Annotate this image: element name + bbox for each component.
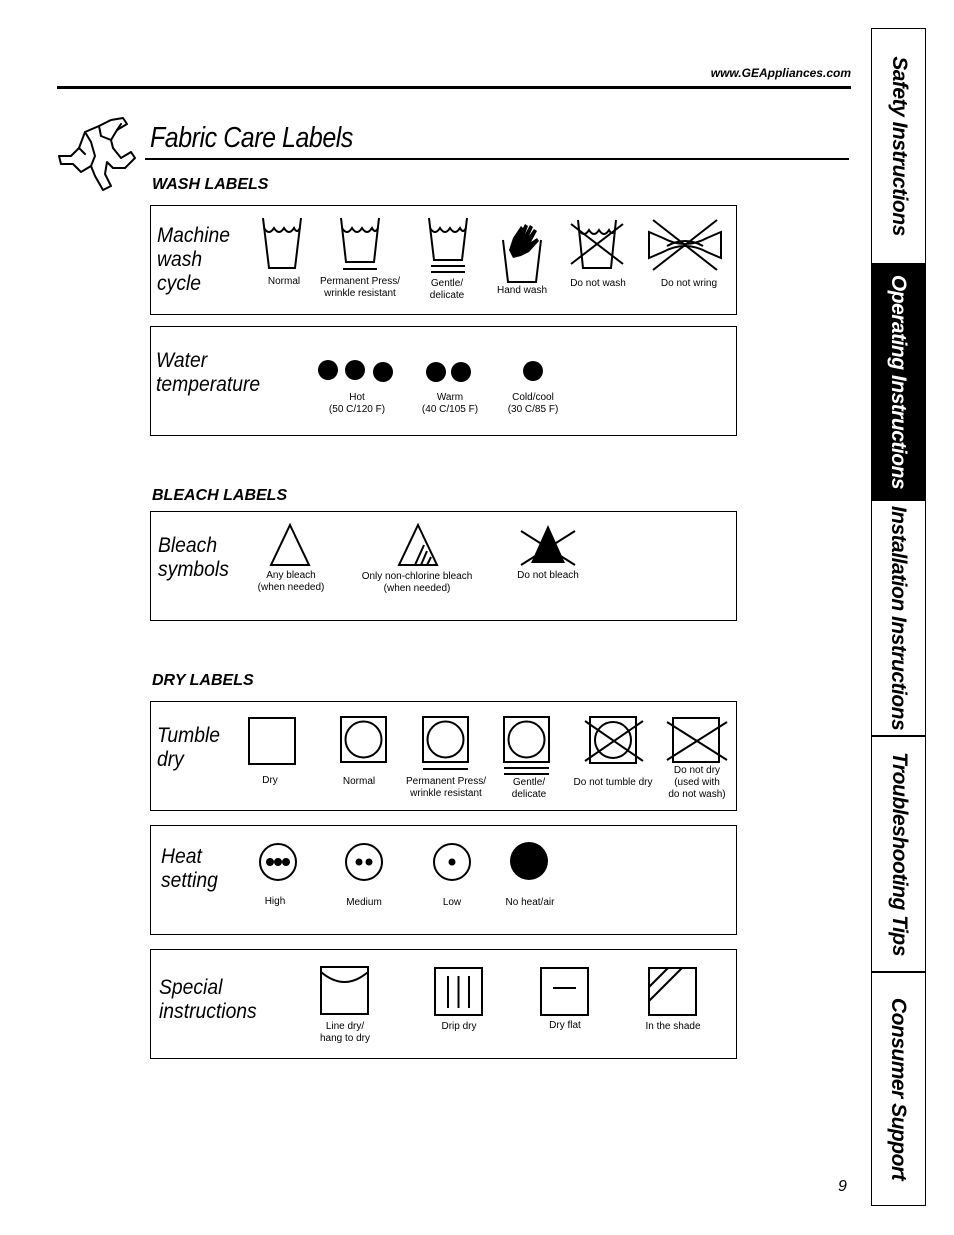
tab-consumer-support[interactable] bbox=[872, 973, 925, 1205]
machine-wash-panel bbox=[150, 205, 737, 315]
website-url: www.GEAppliances.com bbox=[710, 66, 851, 80]
filled-circle-icon bbox=[509, 841, 549, 881]
tab-safety-instructions[interactable] bbox=[872, 29, 925, 265]
caption: Permanent Press/ wrinkle resistant bbox=[319, 276, 401, 299]
hand-wash-icon bbox=[499, 220, 545, 284]
do-not-wring-icon bbox=[645, 216, 725, 274]
panel-label: Machine wash cycle bbox=[157, 224, 231, 295]
tab-label: Consumer Support bbox=[887, 997, 911, 1181]
caption: Do not wash bbox=[570, 278, 626, 289]
caption: Warm (40 C/105 F) bbox=[421, 392, 479, 415]
two-dots-icon bbox=[425, 361, 473, 385]
tab-troubleshooting-tips[interactable] bbox=[872, 737, 925, 973]
caption: Gentle/ delicate bbox=[511, 777, 547, 800]
water-temperature-panel bbox=[150, 326, 737, 436]
dry-flat-icon bbox=[540, 967, 590, 1017]
striped-triangle-icon bbox=[397, 523, 439, 567]
circle-one-dot-icon bbox=[432, 842, 472, 882]
panel-label: Water temperature bbox=[156, 349, 261, 396]
panel-label: Heat setting bbox=[161, 845, 218, 892]
panel-label: Tumble dry bbox=[157, 724, 220, 771]
caption: Permanent Press/ wrinkle resistant bbox=[405, 776, 487, 799]
title-rule bbox=[145, 158, 849, 160]
caption: Do not bleach bbox=[517, 570, 579, 581]
tab-operating-instructions[interactable] bbox=[872, 265, 925, 501]
wash-labels-heading: WASH LABELS bbox=[152, 176, 269, 193]
washtub-permanent-press-icon bbox=[337, 216, 383, 272]
do-not-wash-icon bbox=[569, 216, 625, 272]
caption: Hand wash bbox=[496, 285, 548, 296]
caption: Medium bbox=[346, 897, 382, 908]
washtub-gentle-icon bbox=[425, 216, 471, 276]
circle-two-dots-icon bbox=[344, 842, 384, 882]
caption: No heat/air bbox=[505, 897, 555, 908]
circle-in-square-line-icon bbox=[422, 716, 470, 774]
tab-label: Installation Instructions bbox=[887, 505, 911, 731]
square-icon bbox=[248, 717, 298, 767]
circle-in-square-icon bbox=[340, 716, 388, 764]
header-rule bbox=[57, 86, 851, 89]
page-number: 9 bbox=[838, 1178, 847, 1195]
caption: High bbox=[264, 896, 286, 907]
caption: Normal bbox=[342, 776, 376, 787]
panel-label: Bleach symbols bbox=[158, 534, 229, 581]
do-not-tumble-dry-icon bbox=[583, 715, 645, 767]
caption: Hot (50 C/120 F) bbox=[328, 392, 386, 415]
bleach-labels-heading: BLEACH LABELS bbox=[152, 487, 288, 504]
circle-three-dots-icon bbox=[258, 842, 298, 882]
caption: Line dry/ hang to dry bbox=[319, 1021, 371, 1044]
special-instructions-panel bbox=[150, 949, 737, 1059]
clothing-icon bbox=[55, 112, 147, 199]
side-tabs bbox=[871, 28, 926, 1206]
line-dry-icon bbox=[320, 966, 370, 1016]
caption: Do not dry (used with do not wash) bbox=[668, 765, 726, 800]
caption: Cold/cool (30 C/85 F) bbox=[507, 392, 559, 415]
caption: Drip dry bbox=[441, 1021, 477, 1032]
washtub-normal-icon bbox=[259, 216, 305, 272]
tab-label: Safety Instructions bbox=[887, 56, 911, 236]
caption: Any bleach (when needed) bbox=[257, 570, 325, 593]
caption: Low bbox=[442, 897, 462, 908]
do-not-bleach-icon bbox=[519, 523, 577, 569]
tab-installation-instructions[interactable] bbox=[872, 501, 925, 737]
caption: Gentle/ delicate bbox=[429, 278, 465, 301]
one-dot-icon bbox=[521, 360, 545, 384]
bleach-panel bbox=[150, 511, 737, 621]
triangle-icon bbox=[269, 523, 311, 567]
dry-labels-heading: DRY LABELS bbox=[152, 672, 254, 689]
in-the-shade-icon bbox=[648, 967, 698, 1017]
tumble-dry-panel bbox=[150, 701, 737, 811]
caption: Only non-chlorine bleach (when needed) bbox=[361, 571, 473, 594]
panel-label: Special instructions bbox=[159, 976, 257, 1023]
caption: In the shade bbox=[645, 1021, 701, 1032]
caption: Normal bbox=[267, 276, 301, 287]
caption: Do not wring bbox=[660, 278, 718, 289]
tab-label: Troubleshooting Tips bbox=[887, 752, 911, 956]
caption: Dry bbox=[262, 775, 278, 786]
caption: Dry flat bbox=[549, 1020, 581, 1031]
tab-label: Operating Instructions bbox=[887, 274, 911, 490]
circle-in-square-two-lines-icon bbox=[503, 716, 551, 778]
three-dots-icon bbox=[317, 359, 395, 383]
drip-dry-icon bbox=[434, 967, 484, 1017]
do-not-dry-icon bbox=[665, 716, 729, 766]
heat-setting-panel bbox=[150, 825, 737, 935]
page-title: Fabric Care Labels bbox=[150, 122, 353, 154]
caption: Do not tumble dry bbox=[573, 777, 653, 788]
